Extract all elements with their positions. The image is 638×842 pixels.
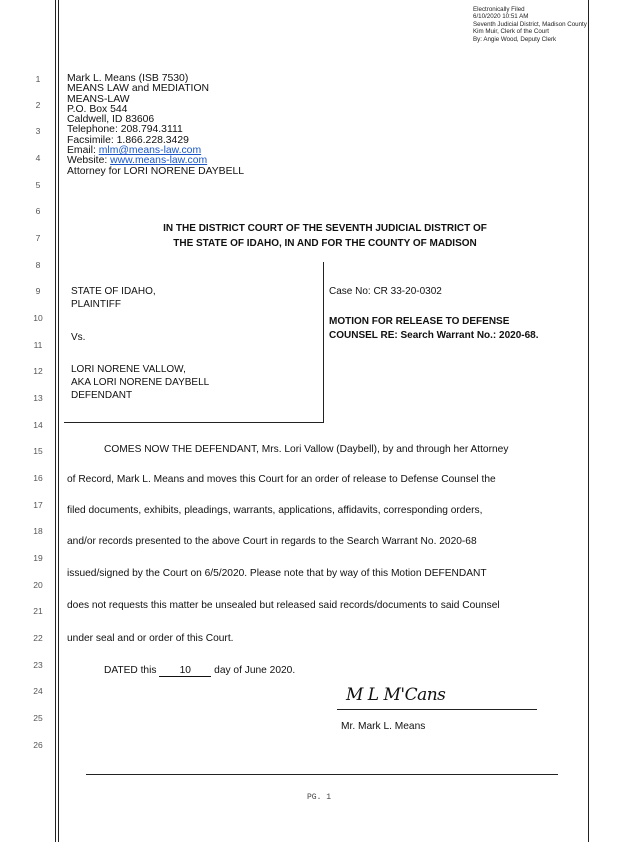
attorney-telephone: Telephone: 208.794.3111: [67, 124, 183, 136]
line-number: 7: [35, 233, 41, 243]
left-margin-rule-inner: [58, 0, 59, 842]
attorney-firm: MEANS LAW and MEDIATION: [67, 83, 210, 95]
case-number: Case No: CR 33-20-0302: [329, 286, 442, 297]
attorney-name: Mark L. Means (ISB 7530): [67, 73, 189, 84]
court-heading: [150, 221, 500, 251]
attorney-for: Attorney for LORI NORENE DAYBELL: [67, 165, 245, 177]
body-line: and/or records presented to the above Court in regards to the Search Warrant No. 2020-68: [67, 536, 477, 547]
defendant-aka: AKA LORI NORENE DAYBELL: [71, 377, 210, 388]
line-number: 14: [33, 420, 43, 430]
dated-prefix: DATED this: [104, 665, 157, 676]
defendant-name: LORI NORENE VALLOW,: [71, 364, 186, 375]
page-number: PG. 1: [306, 793, 331, 802]
body-line: COMES NOW THE DEFENDANT, Mrs. Lori Vallow (Daybell), by and through her Attorney: [104, 444, 509, 455]
email-label: Email:: [67, 145, 99, 157]
body-line: of Record, Mark L. Means and moves this Court for an order of release to Defense Counsel the: [67, 474, 496, 485]
line-number: 15: [33, 446, 43, 456]
plaintiff-name: STATE OF IDAHO,: [71, 286, 156, 297]
line-number: 25: [33, 713, 43, 723]
dated-day: 10: [159, 665, 211, 677]
caption-divider: [323, 262, 324, 422]
line-number: 17: [33, 500, 43, 510]
line-number: 3: [35, 126, 41, 136]
filing-stamp-line: Kim Muir, Clerk of the Court: [473, 28, 549, 36]
line-number: 22: [33, 633, 43, 643]
body-line: issued/signed by the Court on 6/5/2020. Please note that by way of this Motion DEFENDANT: [67, 568, 487, 579]
right-margin-rule: [588, 0, 589, 842]
motion-title-line2: COUNSEL RE: Search Warrant No.: 2020-68.: [329, 330, 539, 341]
website-link[interactable]: www.means-law.com: [110, 155, 208, 167]
signature-line: [337, 709, 537, 710]
line-number: 24: [33, 686, 43, 696]
handwritten-signature: M L M'Cans: [346, 685, 446, 705]
left-margin-rule: [55, 0, 56, 842]
line-number: 19: [33, 553, 43, 563]
dated-line: [104, 665, 295, 677]
line-number: 6: [35, 206, 41, 216]
line-number: 11: [33, 340, 43, 350]
court-heading-line: THE STATE OF IDAHO, IN AND FOR THE COUNTY OF MADISON: [173, 238, 477, 249]
attorney-city: Caldwell, ID 83606: [67, 114, 155, 126]
body-line: filed documents, exhibits, pleadings, warrants, applications, affidavits, corresponding orders,: [67, 505, 483, 516]
email-link[interactable]: mlm@means-law.com: [98, 145, 202, 157]
line-number: 8: [35, 260, 41, 270]
court-heading-line: IN THE DISTRICT COURT OF THE SEVENTH JUDICIAL DISTRICT OF: [163, 223, 487, 234]
footer-rule: [86, 774, 558, 775]
line-number: 2: [35, 100, 41, 110]
line-number: 20: [33, 580, 43, 590]
line-number: 12: [33, 366, 43, 376]
line-number: 4: [35, 153, 41, 163]
line-number: 18: [33, 526, 43, 536]
filing-stamp-line: Seventh Judicial District, Madison County: [473, 20, 587, 28]
filing-stamp-line: By: Angie Wood, Deputy Clerk: [473, 35, 557, 43]
line-number: 10: [33, 313, 43, 323]
filing-stamp-line: Electronically Filed: [473, 6, 525, 13]
line-number: 16: [33, 473, 43, 483]
dated-suffix: day of June 2020.: [214, 665, 296, 676]
attorney-po-box: P.O. Box 544: [67, 103, 128, 115]
plaintiff-label: PLAINTIFF: [71, 299, 122, 310]
attorney-facsimile: Facsimile: 1.866.228.3429: [67, 134, 189, 146]
line-number: 26: [33, 740, 43, 750]
website-label: Website:: [67, 155, 111, 167]
line-number: 23: [33, 660, 43, 670]
signer-name: Mr. Mark L. Means: [341, 721, 426, 732]
line-number: 5: [35, 180, 41, 190]
defendant-label: DEFENDANT: [71, 390, 133, 401]
filing-stamp: [473, 6, 587, 43]
attorney-firm-alt: MEANS-LAW: [67, 93, 130, 105]
line-number: 21: [33, 606, 43, 616]
line-number: 13: [33, 393, 43, 403]
body-line: does not requests this matter be unsealed but released said records/documents to said Counsel: [67, 600, 500, 611]
attorney-block: [67, 74, 244, 177]
caption-bottom-rule: [64, 422, 324, 423]
line-number: 1: [35, 74, 41, 84]
versus-label: Vs.: [71, 332, 86, 343]
motion-title: MOTION FOR RELEASE TO DEFENSE: [329, 316, 510, 327]
line-number: 9: [35, 286, 41, 296]
filing-stamp-line: 6/10/2020 10:51 AM: [473, 13, 529, 21]
body-line: under seal and or order of this Court.: [67, 633, 234, 644]
